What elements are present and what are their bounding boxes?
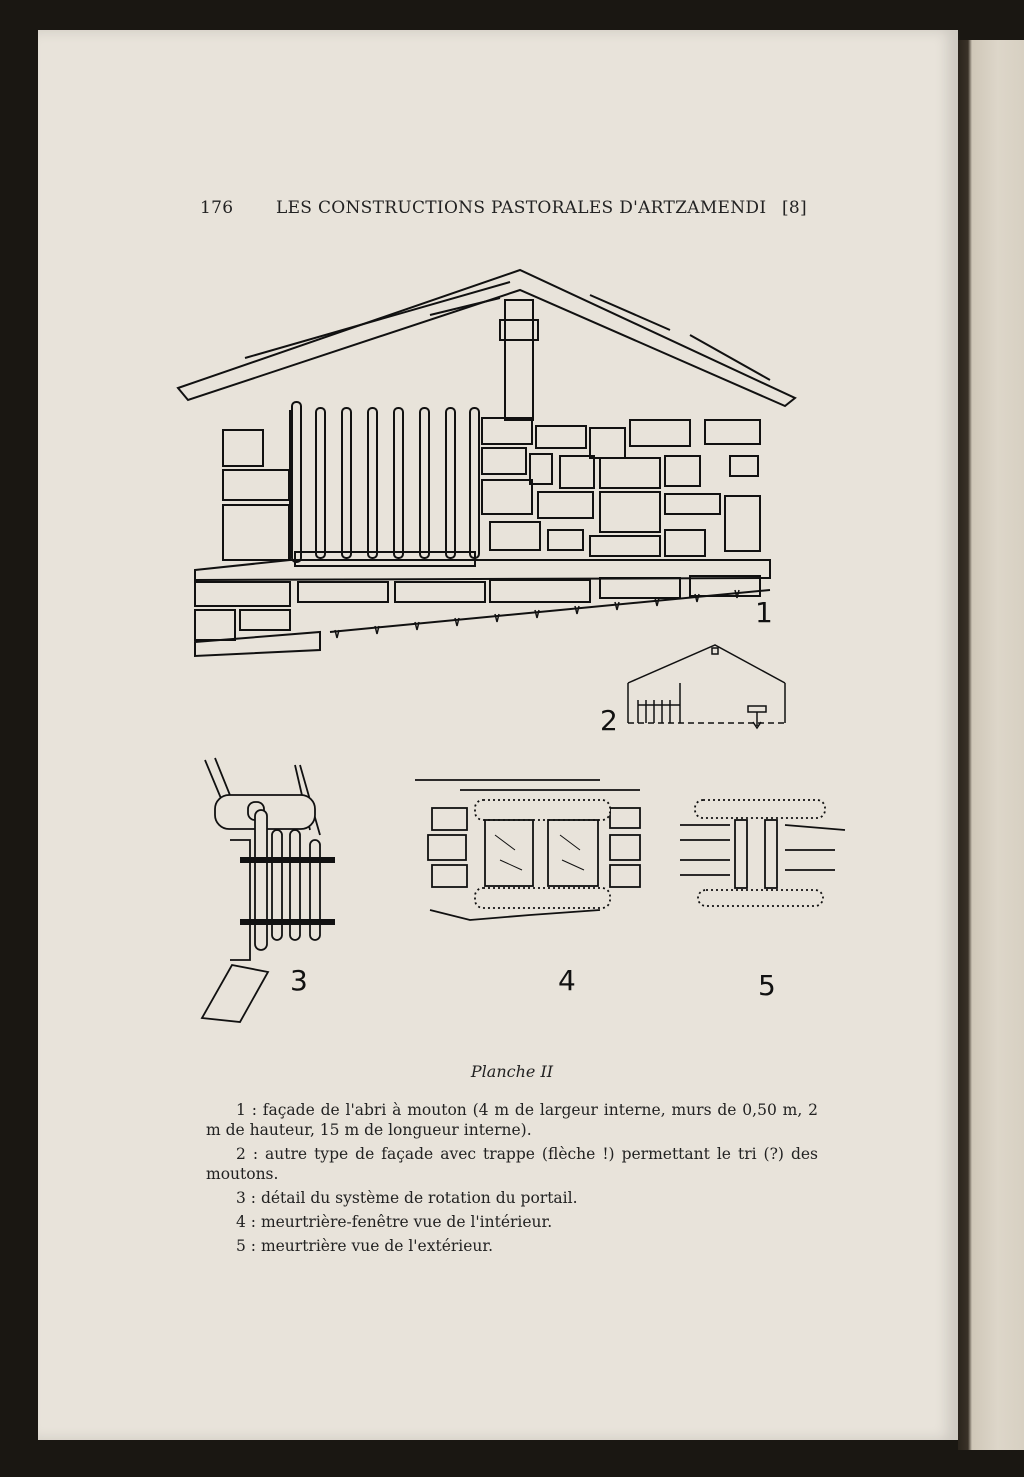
legend-item: 3 : détail du système de rotation du portail. [236, 1189, 578, 1207]
figure-1-label: 1 [755, 596, 773, 629]
plate-illustration [170, 260, 860, 1040]
section-number: [8] [782, 198, 807, 218]
figure-2-label: 2 [600, 704, 618, 737]
figure-5-label: 5 [758, 969, 776, 1002]
page-number: 176 [200, 198, 234, 218]
legend-item: 4 : meurtrière-fenêtre vue de l'intérieur. [236, 1213, 553, 1231]
running-title: LES CONSTRUCTIONS PASTORALES D'ARTZAMENDI [276, 198, 767, 218]
figure-5-slit-exterior [680, 800, 845, 1002]
legend-item: 2 : autre type de façade avec trappe (flèche !) permettant le tri (?) des moutons. [206, 1145, 818, 1183]
legend-item: 1 : façade de l'abri à mouton (4 m de largeur interne, murs de 0,50 m, 2 m de hauteur, 15 m de longueur interne). [206, 1101, 818, 1139]
plate-title: Planche II [470, 1062, 554, 1081]
next-page-edge [958, 40, 1024, 1450]
figure-3-label: 3 [290, 964, 308, 997]
gate-bars [292, 402, 479, 562]
figure-2-facade-trapdoor [600, 645, 785, 737]
figure-4-window-interior [415, 780, 640, 997]
figure-3-gate-pivot [202, 758, 335, 1022]
plate-legend [206, 1100, 818, 1260]
figure-1-facade [178, 270, 795, 656]
legend-item: 5 : meurtrière vue de l'extérieur. [236, 1237, 494, 1255]
figure-4-label: 4 [558, 964, 576, 997]
